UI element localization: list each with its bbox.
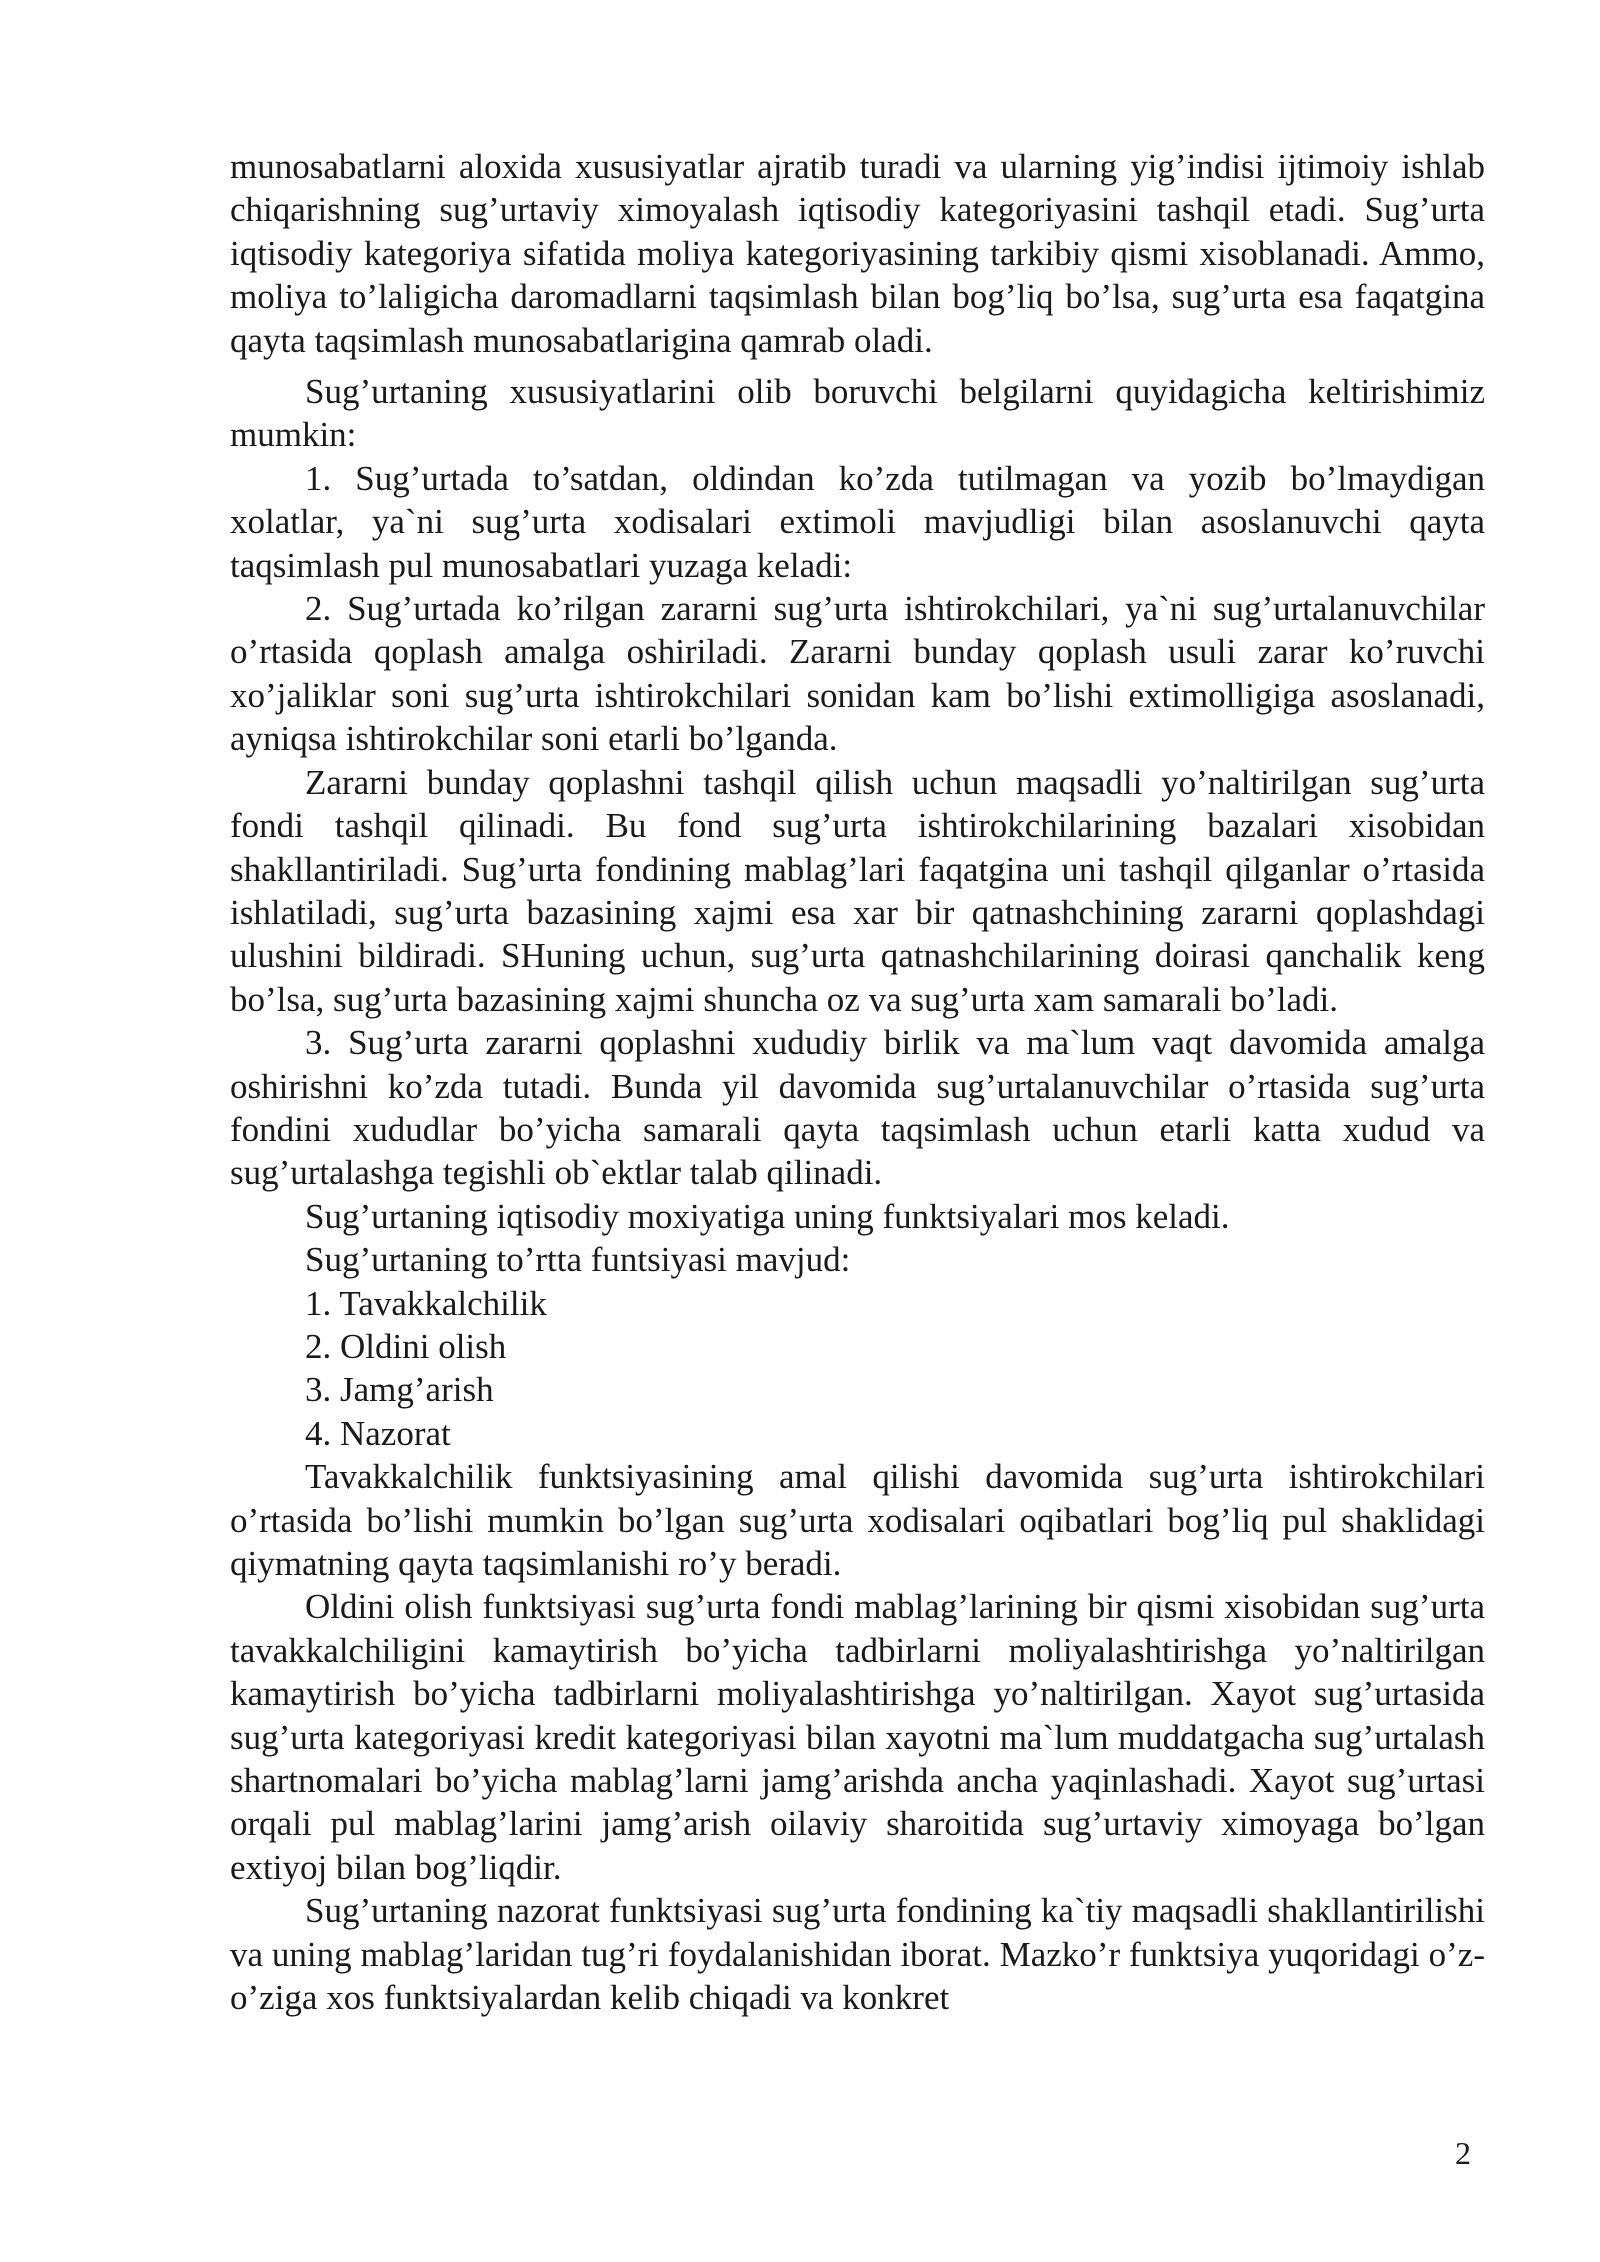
- paragraph-prevention-function: Oldini olish funktsiyasi sug’urta fondi mablag’larining bir qismi xisobidan sug’urta tavakkalchiligini kamaytirish bo’yicha tadbirlarni moliyalashtirishga yo’naltirilgan kamaytirish bo’yicha tadbirlarni moliyalashtirishga yo’naltirilgan. Xayot sug’urtasida sug’urta kategoriyasi kredit kategoriyasi bilan xayotni ma`lum muddatgacha sug’urtalash shartnomalari bo’yicha mablag’larni jamg’arishda ancha yaqinlashadi. Xayot sug’urtasi orqali pul mablag’larini jamg’arish oilaviy sharoitida sug’urtaviy ximoyaga bo’lgan extiyoj bilan bog’liqdir.: [230, 1587, 1485, 1887]
- paragraph-functions-count: Sug’urtaning to’rtta funtsiyasi mavjud:: [305, 1240, 851, 1280]
- body-text: [230, 145, 1485, 2019]
- paragraph-functions-intro: Sug’urtaning iqtisodiy moxiyatiga uning funktsiyalari mos keladi.: [305, 1196, 1230, 1236]
- paragraph-features: Sug’urtaning xususiyatlarini olib boruvchi belgilarni quyidagicha keltirishimiz mumkin:: [230, 372, 1485, 455]
- list-item-function-4: 4. Nazorat: [305, 1413, 451, 1453]
- list-item-function-1: 1. Tavakkalchilik: [305, 1283, 547, 1323]
- paragraph-control-function: Sug’urtaning nazorat funktsiyasi sug’urta fondining ka`tiy maqsadli shakllantirilishi va uning mablag’laridan tug’ri foydalanishidan iborat. Mazko’r funktsiya yuqoridagi o’z-o’ziga xos funktsiyalardan kelib chiqadi va konkret: [230, 1891, 1485, 2018]
- paragraph-item-2: 2. Sug’urtada ko’rilgan zararni sug’urta ishtirokchilari, ya`ni sug’urtalanuvchilar o’rtasida qoplash amalga oshiriladi. Zararni bunday qoplash usuli zarar ko’ruvchi xo’jaliklar soni sug’urta ishtirokchilari sonidan kam bo’lishi extimolligiga asoslanadi, ayniqsa ishtirokchilar soni etarli bo’lganda.: [230, 589, 1485, 759]
- paragraph-fund: Zararni bunday qoplashni tashqil qilish uchun maqsadli yo’naltirilgan sug’urta fondi tashqil qilinadi. Bu fond sug’urta ishtirokchilarining bazalari xisobidan shakllantiriladi. Sug’urta fondining mablag’lari faqatgina uni tashqil qilganlar o’rtasida ishlatiladi, sug’urta bazasining xajmi esa xar bir qatnashchining zararni qoplashdagi ulushini bildiradi. SHuning uchun, sug’urta qatnashchilarining doirasi qanchalik keng bo’lsa, sug’urta bazasining xajmi shuncha oz va sug’urta xam samarali bo’ladi.: [230, 762, 1485, 1019]
- list-item-function-3: 3. Jamg’arish: [305, 1370, 494, 1410]
- paragraph-intro: munosabatlarni aloxida xususiyatlar ajratib turadi va ularning yig’indisi ijtimoiy ishlab chiqarishning sug’urtaviy ximoyalash iqtisodiy kategoriyasini tashqil etadi. Sug’urta iqtisodiy kategoriya sifatida moliya kategoriyasining tarkibiy qismi xisoblanadi. Ammo, moliya to’laligicha daromadlarni taqsimlash bilan bog’liq bo’lsa, sug’urta esa faqatgina qayta taqsimlash munosabatlarigina qamrab oladi.: [230, 147, 1485, 360]
- list-item-function-2: 2. Oldini olish: [305, 1326, 507, 1366]
- paragraph-item-1: 1. Sug’urtada to’satdan, oldindan ko’zda tutilmagan va yozib bo’lmaydigan xolatlar, ya`ni sug’urta xodisalari extimoli mavjudligi bilan asoslanuvchi qayta taqsimlash pul munosabatlari yuzaga keladi:: [230, 458, 1485, 585]
- paragraph-risk-function: Tavakkalchilik funktsiyasining amal qilishi davomida sug’urta ishtirokchilari o’rtasida bo’lishi mumkin bo’lgan sug’urta xodisalari oqibatlari bog’liq pul shaklidagi qiymatning qayta taqsimlanishi ro’y beradi.: [230, 1457, 1485, 1583]
- paragraph-item-3: 3. Sug’urta zararni qoplashni xududiy birlik va ma`lum vaqt davomida amalga oshirishni ko’zda tutadi. Bunda yil davomida sug’urtalanuvchilar o’rtasida sug’urta fondini xududlar bo’yicha samarali qayta taqsimlash uchun etarli katta xudud va sug’urtalashga tegishli ob`ektlar talab qilinadi.: [230, 1023, 1485, 1193]
- page-number: 2: [1455, 2135, 1471, 2171]
